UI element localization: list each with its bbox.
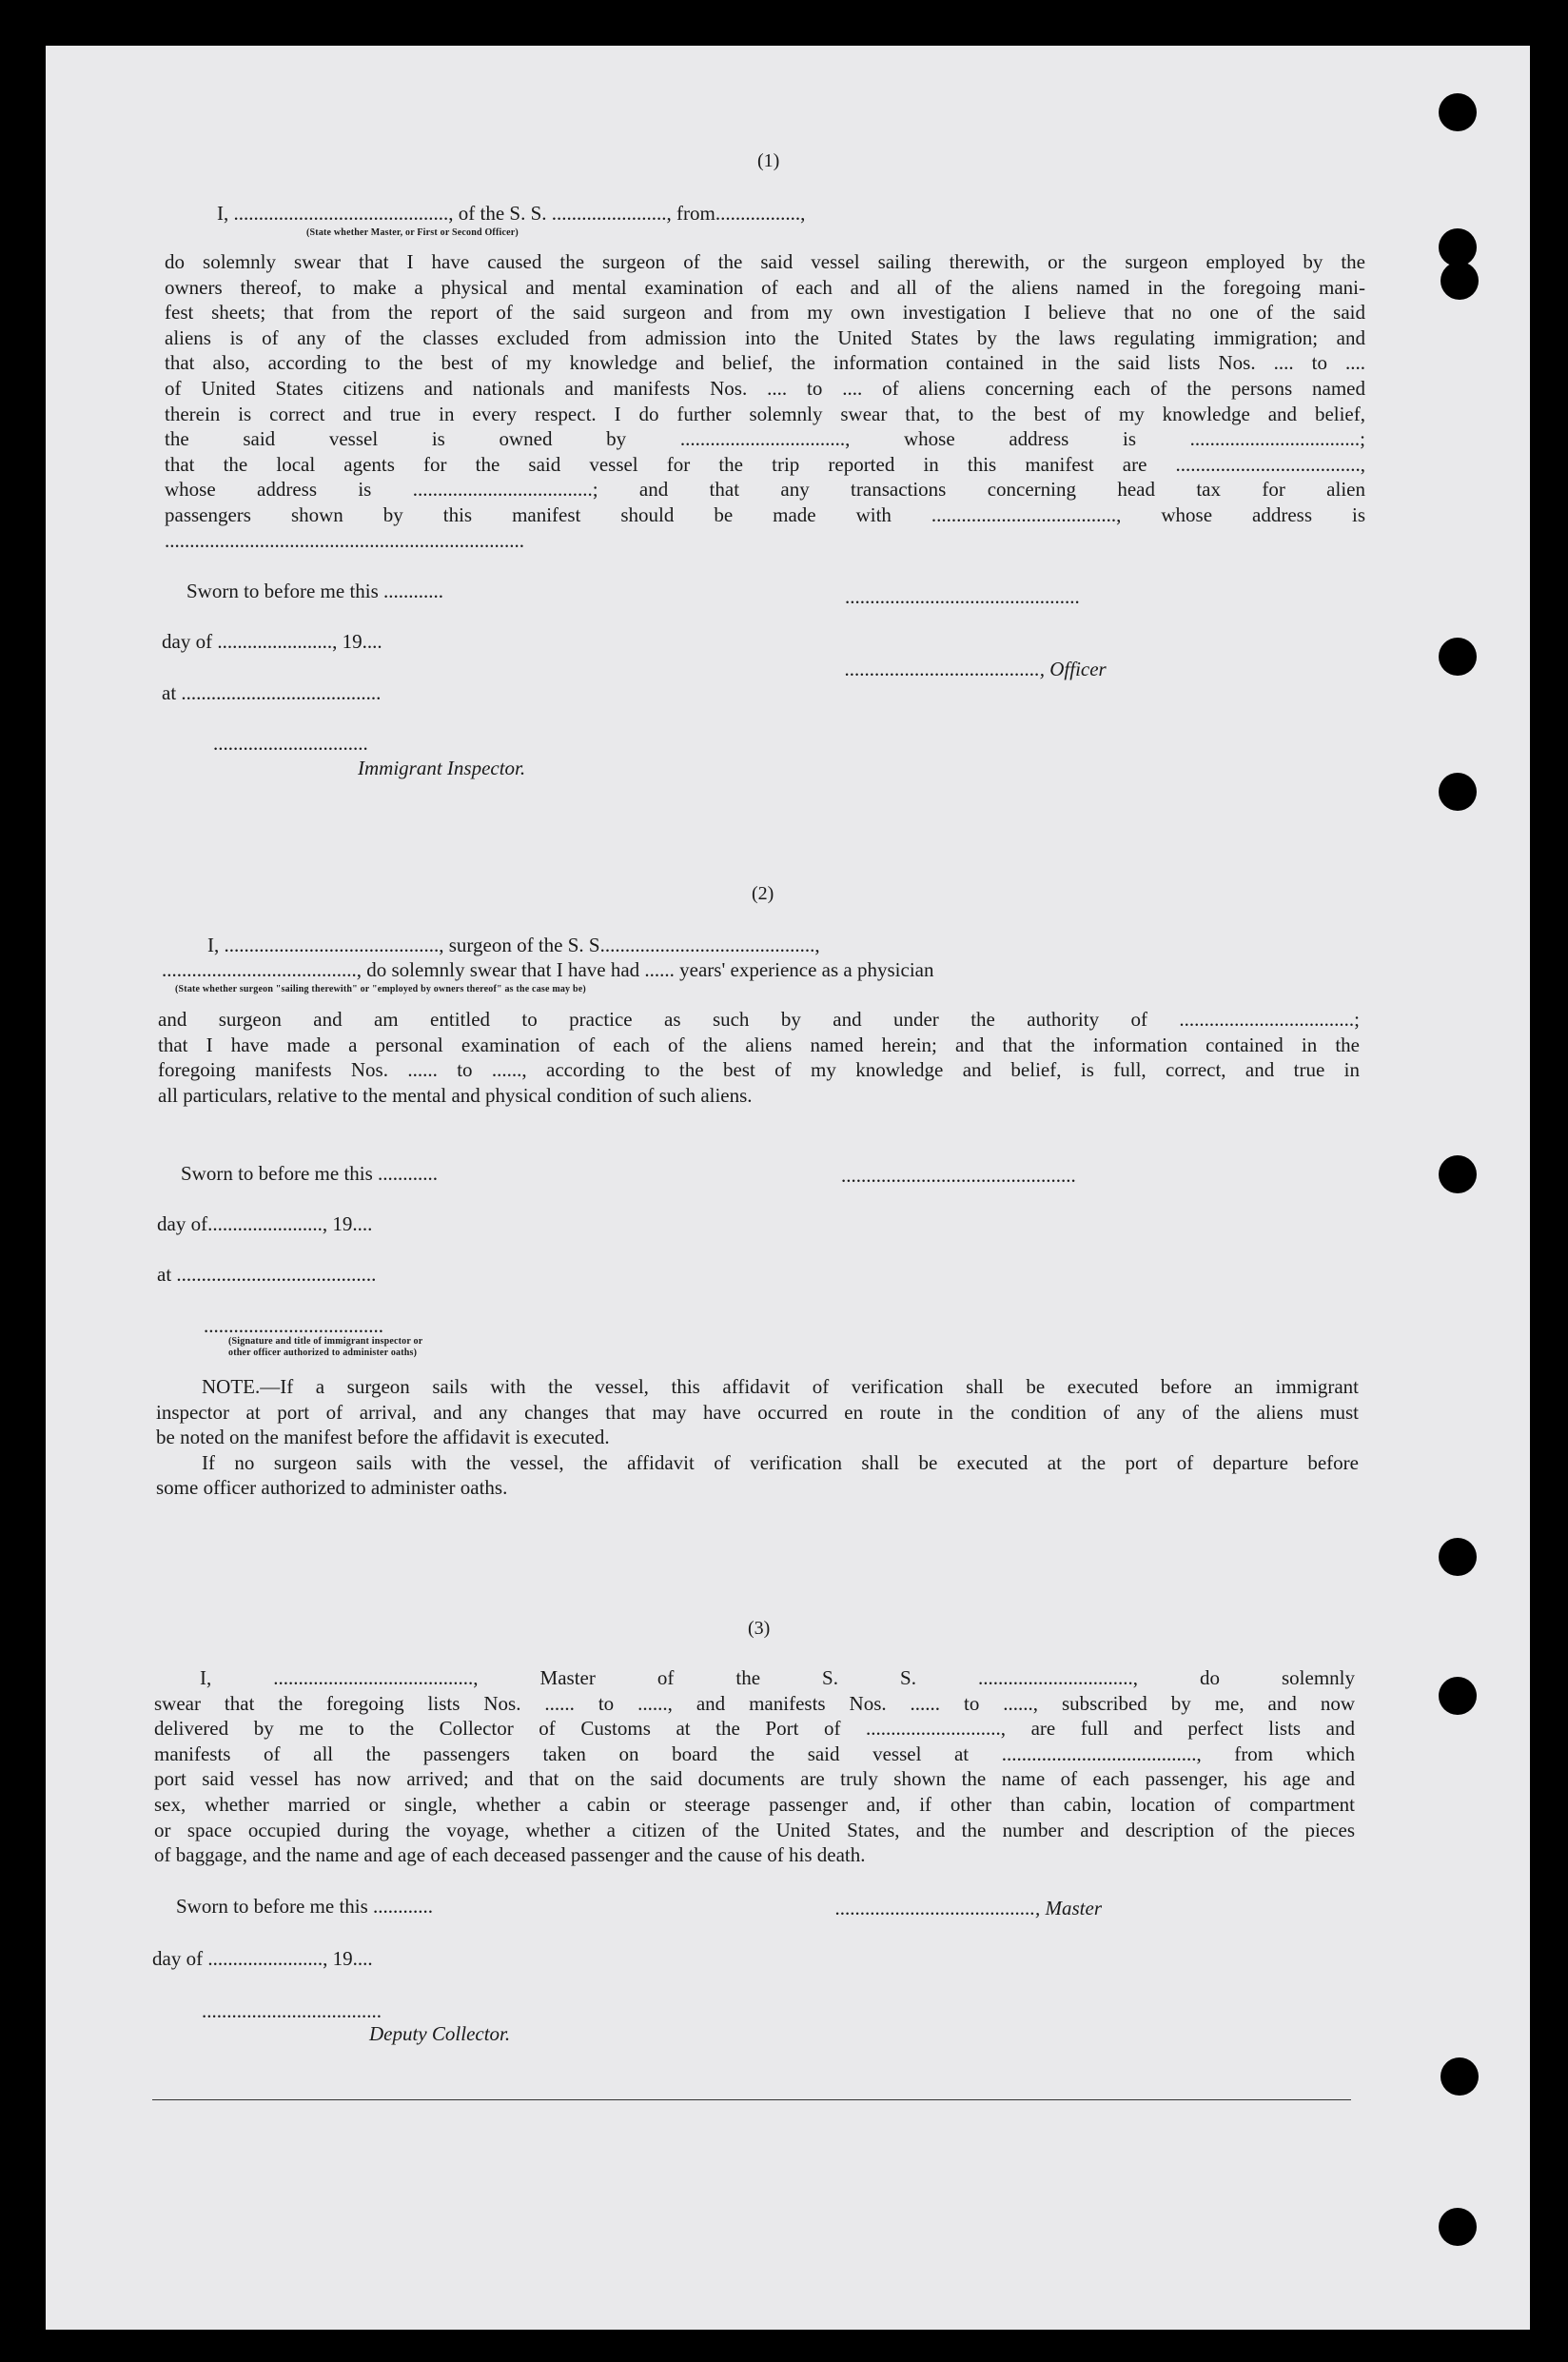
s2-line: all particulars, relative to the mental and physical condition of such aliens. [158,1083,753,1107]
s3-collector-signature-line: .................................... [202,1999,382,2022]
s1-line: passengers shown by this manifest should be made with ....................................., whose address is [165,502,1365,526]
s1-line: of United States citizens and nationals and manifests Nos. .... to .... of aliens concerning each of the persons named [165,376,1365,400]
s2-day: day of......................., 19.... [157,1212,373,1235]
s3-line: swear that the foregoing lists Nos. ...... to ......, and manifests Nos. ...... to ......, subscribed by me, and now [154,1691,1355,1715]
punch-hole [1439,638,1477,676]
s2-note-line: be noted on the manifest before the affidavit is executed. [156,1426,610,1449]
s1-oath-opening: I, ..........................................., of the S. S. ......................., from................., [217,202,806,225]
punch-hole [1439,1677,1477,1715]
bottom-rule [152,2099,1351,2100]
punch-hole [1439,2208,1477,2246]
s1-line: do solemnly swear that I have caused the surgeon of the said vessel sailing therewith, or the surgeon employed by the [165,250,1365,273]
s2-sworn: Sworn to before me this ............ [181,1162,439,1185]
s1-inspector-signature-line: ............................... [213,732,368,755]
s2-at: at ........................................ [157,1263,377,1286]
s3-line: or space occupied during the voyage, whether a citizen of the United States, and the number and description of the pieces [154,1818,1355,1841]
s1-sworn: Sworn to before me this ............ [186,580,444,602]
s2-line: that I have made a personal examination of each of the aliens named herein; and that the information contained in the [158,1033,1360,1056]
s2-officer-signature-line: ............................................... [841,1164,1076,1187]
s3-day: day of ......................., 19.... [152,1947,373,1970]
s1-line: the said vessel is owned by ................................., whose address is ..................................; [165,427,1365,451]
s1-line: fest sheets; that from the report of the said surgeon and from my own investigation I believe that no one of the said [165,301,1365,325]
s1-line: aliens is of any of the classes excluded from admission into the United States by the laws regulating immigration; and [165,325,1365,349]
s1-line: that also, according to the best of my knowledge and belief, the information contained in the said lists Nos. .... to .... [165,351,1365,375]
s3-line: I, ........................................, Master of the S. S. ..............................., do solemnly [200,1666,1355,1689]
s1-inspector-title: Immigrant Inspector. [358,757,526,779]
s1-officer-line: ......................................., Officer [845,658,1107,680]
s1-at: at ........................................ [162,681,382,704]
s2-note [156,1374,1359,1501]
s1-body [165,249,1365,553]
s2-oath-opening: I, ..........................................., surgeon of the S. S..........................................., [207,934,820,956]
section-2-number: (2) [752,883,774,904]
s2-signature-line: .................................... [204,1314,383,1337]
punch-hole [1439,93,1477,131]
s2-signature-note-1: (Signature and title of immigrant inspector or [228,1336,423,1347]
section-3-number: (3) [748,1618,771,1639]
s3-line: of baggage, and the name and age of each deceased passenger and the cause of his death. [154,1843,866,1867]
s2-line2: ......................................., do solemnly swear that I have had ...... years' experience as a physician [162,958,934,981]
punch-hole [1439,1538,1477,1576]
punch-hole [1441,262,1479,300]
punch-hole [1439,773,1477,811]
s1-officer-signature-line: ............................................... [845,585,1080,608]
s3-line: sex, whether married or single, whether a cabin or steerage passenger and, if other than cabin, location of compartment [154,1792,1355,1816]
s3-collector-title: Deputy Collector. [369,2022,511,2045]
s2-note-line: some officer authorized to administer oaths. [156,1476,508,1500]
s2-body [158,1007,1360,1108]
s1-line: therein is correct and true in every respect. I do further solemnly swear that, to the best of my knowledge and belief, [165,402,1365,425]
s2-surgeon-note: (State whether surgeon "sailing therewith" or "employed by owners thereof" as the case may be) [175,984,586,994]
s2-line: foregoing manifests Nos. ...... to ......, according to the best of my knowledge and belief, is full, correct, and true in [158,1058,1360,1082]
s1-line: ........................................................................ [165,528,524,552]
s1-day: day of ......................., 19.... [162,630,382,653]
s2-note-line: inspector at port of arrival, and any changes that may have occurred en route in the condition of any of the aliens must [156,1400,1359,1424]
s2-note-line: NOTE.—If a surgeon sails with the vessel, this affidavit of verification shall be executed before an immigrant [202,1375,1359,1398]
s2-line: and surgeon and am entitled to practice as such by and under the authority of ...................................; [158,1008,1360,1031]
s1-line: owners thereof, to make a physical and mental examination of each and all of the aliens named in the foregoing mani- [165,275,1365,299]
s2-signature-note-2: other officer authorized to administer oaths) [228,1348,418,1358]
s3-line: delivered by me to the Collector of Customs at the Port of ..........................., are full and perfect lists and [154,1717,1355,1741]
s1-officer-note: (State whether Master, or First or Second Officer) [306,227,519,238]
punch-hole [1441,2057,1479,2096]
s1-line: whose address is ....................................; and that any transactions concerning head tax for alien [165,478,1365,502]
s2-note-line: If no surgeon sails with the vessel, the affidavit of verification shall be executed at the port of departure before [202,1450,1359,1474]
s3-sworn: Sworn to before me this ............ [176,1895,434,1918]
s3-body [154,1665,1355,1868]
s3-master-line: ........................................, Master [835,1897,1102,1919]
s3-line: manifests of all the passengers taken on board the said vessel at ......................................., from which [154,1742,1355,1765]
s3-line: port said vessel has now arrived; and that on the said documents are truly shown the name of each passenger, his age and [154,1767,1355,1791]
punch-hole [1439,228,1477,266]
punch-hole [1439,1155,1477,1193]
section-1-number: (1) [757,150,780,171]
s1-line: that the local agents for the said vessel for the trip reported in this manifest are ....................................., [165,452,1365,476]
